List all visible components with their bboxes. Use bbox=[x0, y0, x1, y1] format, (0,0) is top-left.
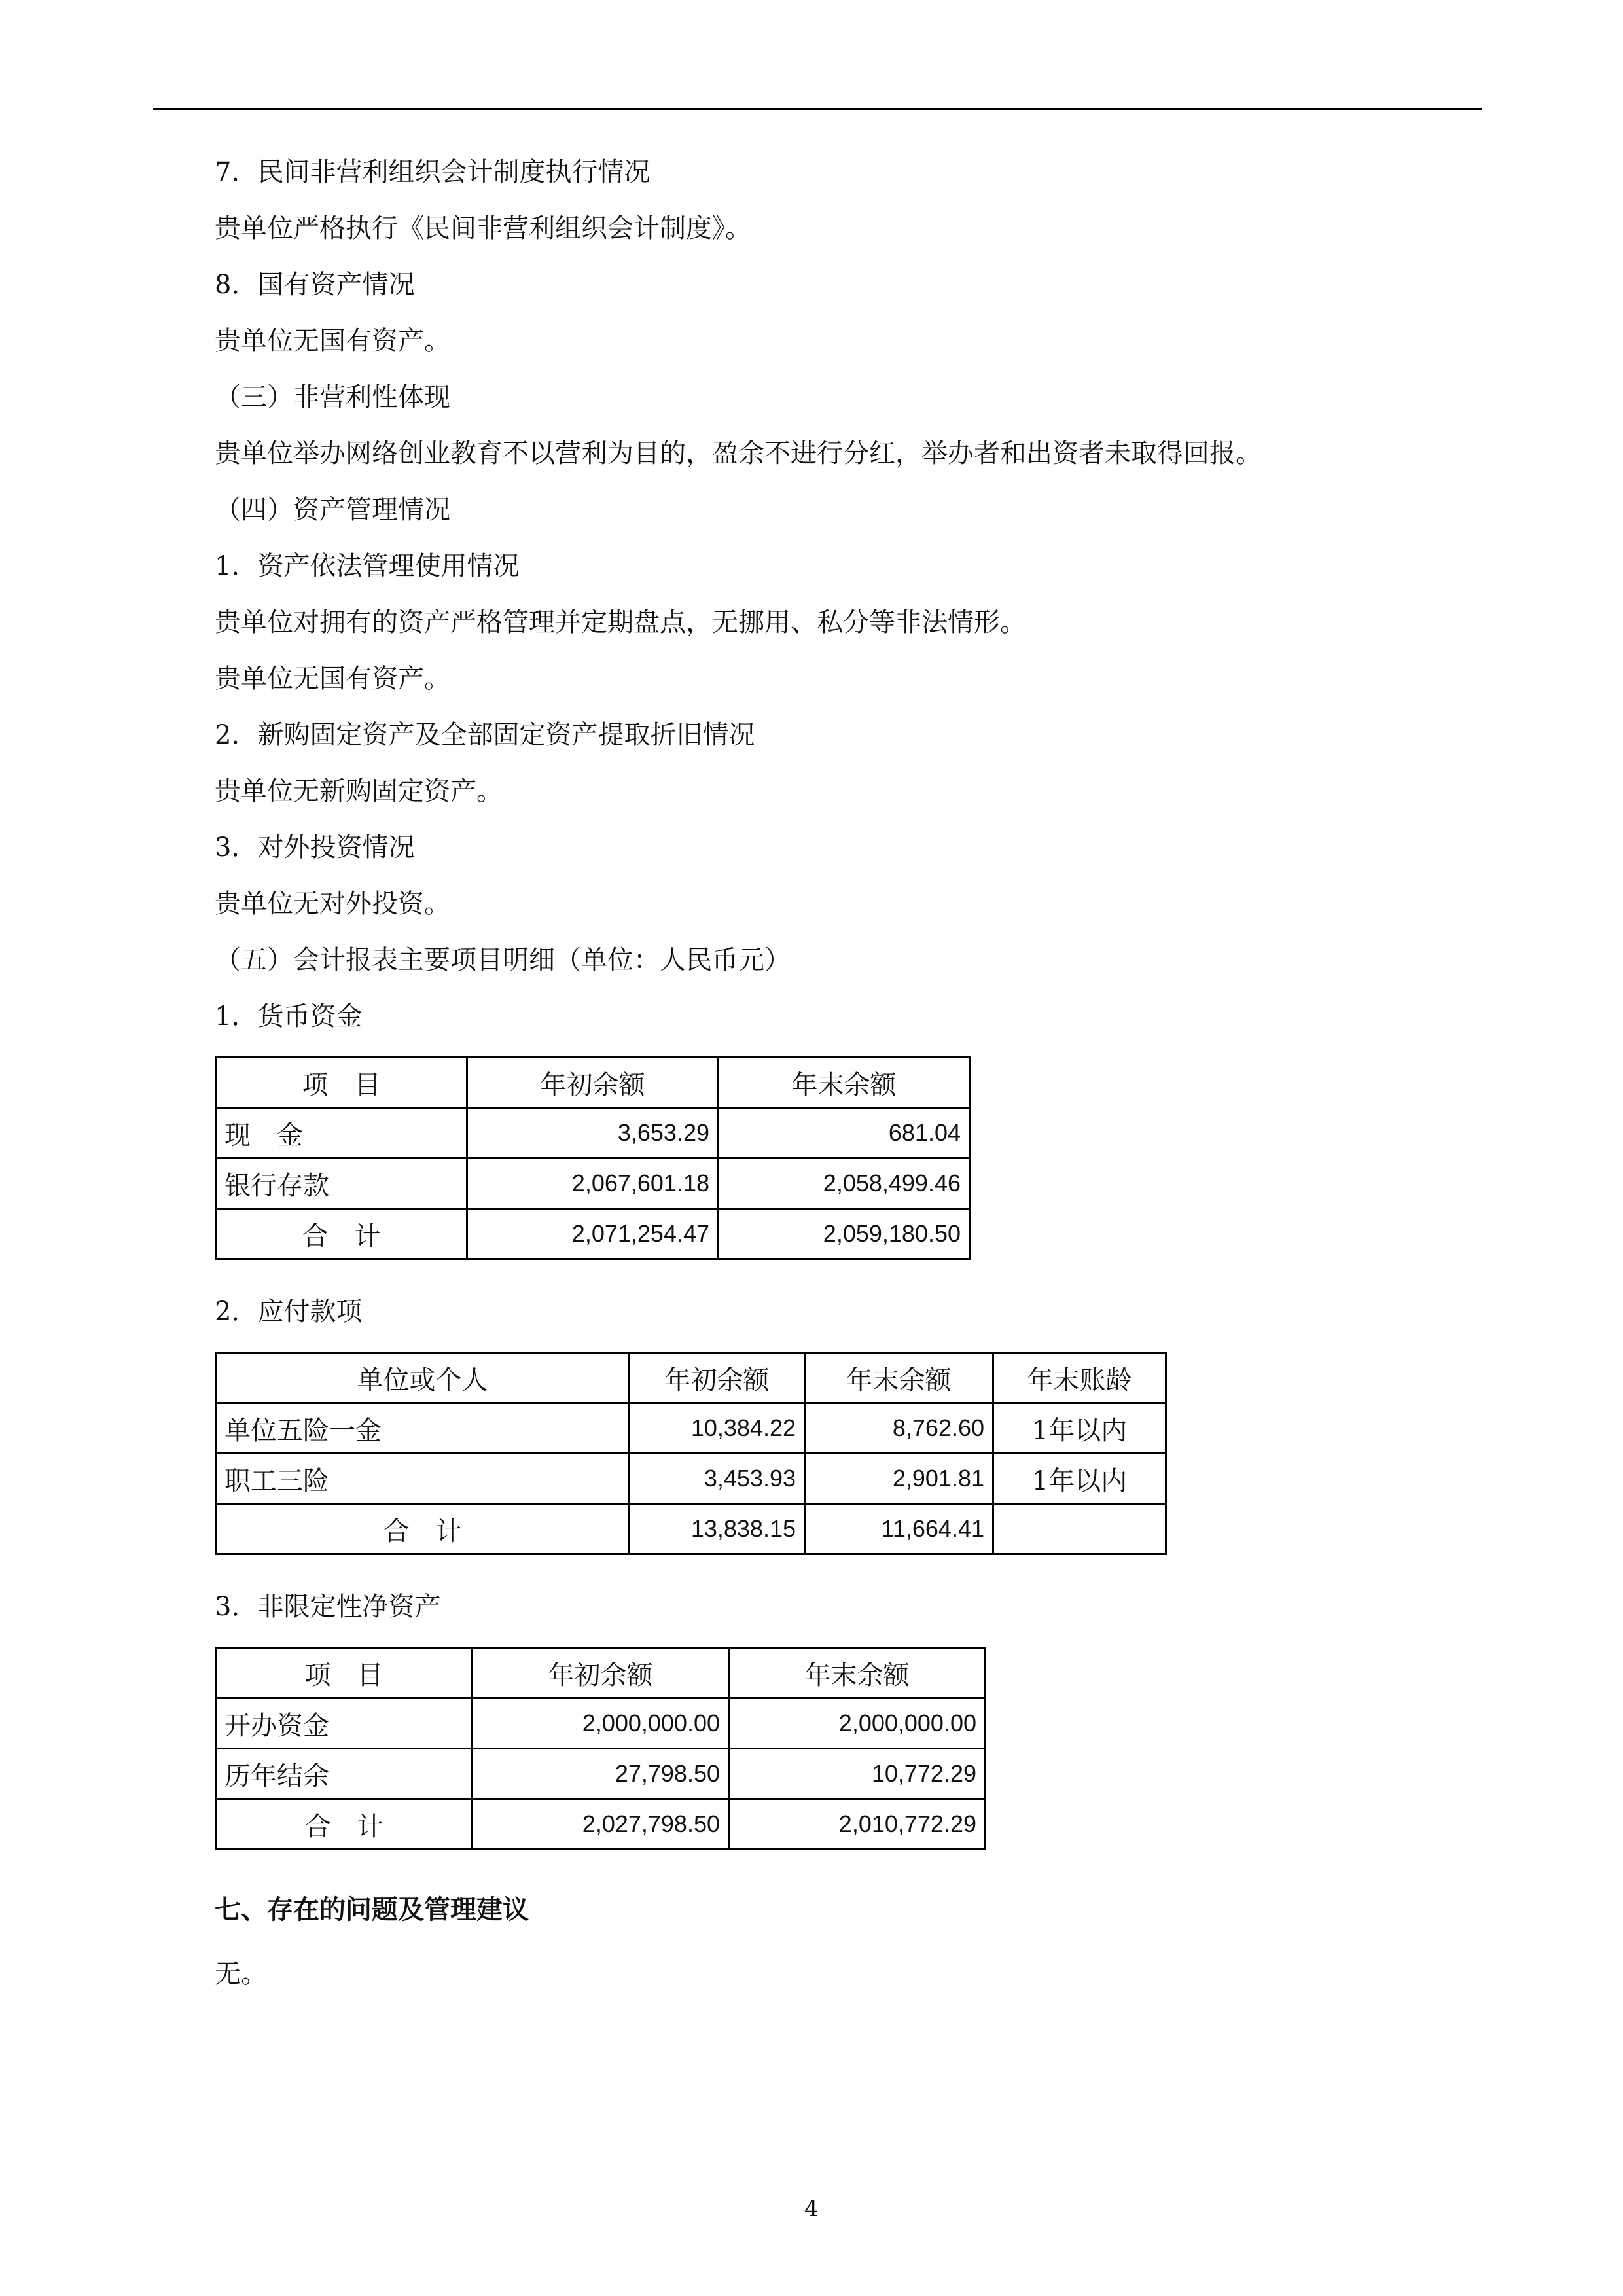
column-header: 年末余额 bbox=[719, 1058, 970, 1108]
table-total-row bbox=[216, 1799, 986, 1850]
paragraph: 贵单位无新购固定资产。 bbox=[215, 776, 503, 806]
closing-balance: 2,000,000.00 bbox=[729, 1698, 986, 1749]
column-header: 年初余额 bbox=[473, 1648, 729, 1698]
opening-balance: 3,453.93 bbox=[630, 1454, 805, 1504]
closing-balance: 2,901.81 bbox=[805, 1454, 993, 1504]
closing-balance: 2,010,772.29 bbox=[729, 1799, 986, 1850]
row-label: 职工三险 bbox=[216, 1454, 630, 1504]
table-header-row bbox=[216, 1648, 986, 1698]
row-label: 历年结余 bbox=[216, 1749, 473, 1799]
table-row bbox=[216, 1749, 986, 1799]
subheading: 7．民间非营利组织会计制度执行情况 bbox=[215, 157, 651, 187]
aging: 1年以内 bbox=[993, 1403, 1166, 1454]
opening-balance: 2,067,601.18 bbox=[467, 1158, 719, 1209]
opening-balance: 3,653.29 bbox=[467, 1108, 719, 1158]
subheading: 8．国有资产情况 bbox=[215, 270, 415, 300]
closing-balance: 8,762.60 bbox=[805, 1403, 993, 1454]
section-body: 无。 bbox=[215, 1959, 267, 1989]
column-header: 年末账龄 bbox=[993, 1353, 1166, 1403]
header-rule bbox=[153, 108, 1482, 110]
payables-table-wrap bbox=[215, 1352, 1458, 1555]
row-label: 现 金 bbox=[216, 1108, 467, 1158]
table-total-row bbox=[216, 1209, 970, 1259]
subheading: 2．应付款项 bbox=[215, 1297, 363, 1327]
column-header: 年初余额 bbox=[630, 1353, 805, 1403]
unrestricted-net-assets-table bbox=[215, 1647, 986, 1850]
section-title: 七、存在的问题及管理建议 bbox=[215, 1894, 529, 1925]
closing-balance: 2,059,180.50 bbox=[719, 1209, 970, 1259]
table-total-row bbox=[216, 1504, 1166, 1554]
subheading: 3．对外投资情况 bbox=[215, 833, 415, 863]
table-header-row bbox=[216, 1353, 1166, 1403]
paragraph: 贵单位无对外投资。 bbox=[215, 889, 450, 919]
row-label: 单位五险一金 bbox=[216, 1403, 630, 1454]
table-row bbox=[216, 1158, 970, 1209]
section-heading: （五）会计报表主要项目明细（单位：人民币元） bbox=[215, 945, 791, 975]
opening-balance: 27,798.50 bbox=[473, 1749, 729, 1799]
row-label: 银行存款 bbox=[216, 1158, 467, 1209]
table-row bbox=[216, 1403, 1166, 1454]
cash-table-wrap bbox=[215, 1056, 1458, 1260]
section-heading: （四）资产管理情况 bbox=[215, 495, 450, 525]
subheading: 1．资产依法管理使用情况 bbox=[215, 551, 520, 581]
table-row bbox=[216, 1108, 970, 1158]
row-label: 开办资金 bbox=[216, 1698, 473, 1749]
closing-balance: 2,058,499.46 bbox=[719, 1158, 970, 1209]
total-label: 合 计 bbox=[216, 1209, 467, 1259]
opening-balance: 2,027,798.50 bbox=[473, 1799, 729, 1850]
closing-balance: 681.04 bbox=[719, 1108, 970, 1158]
section-heading: （三）非营利性体现 bbox=[215, 382, 450, 412]
closing-balance: 11,664.41 bbox=[805, 1504, 993, 1554]
paragraph: 贵单位无国有资产。 bbox=[215, 326, 450, 356]
column-header: 项 目 bbox=[216, 1058, 467, 1108]
column-header: 单位或个人 bbox=[216, 1353, 630, 1403]
paragraph: 贵单位对拥有的资产严格管理并定期盘点，无挪用、私分等非法情形。 bbox=[215, 607, 1026, 637]
cash-table bbox=[215, 1056, 971, 1260]
opening-balance: 13,838.15 bbox=[630, 1504, 805, 1554]
subheading: 2．新购固定资产及全部固定资产提取折旧情况 bbox=[215, 720, 755, 750]
column-header: 年末余额 bbox=[805, 1353, 993, 1403]
paragraph: 贵单位举办网络创业教育不以营利为目的，盈余不进行分红，举办者和出资者未取得回报。 bbox=[215, 439, 1262, 469]
table-row bbox=[216, 1698, 986, 1749]
opening-balance: 2,000,000.00 bbox=[473, 1698, 729, 1749]
document-body bbox=[215, 144, 1458, 2002]
column-header: 年末余额 bbox=[729, 1648, 986, 1698]
opening-balance: 2,071,254.47 bbox=[467, 1209, 719, 1259]
total-label: 合 计 bbox=[216, 1799, 473, 1850]
page-number: 4 bbox=[804, 2196, 819, 2222]
unrestricted-net-assets-table-wrap bbox=[215, 1647, 1458, 1850]
opening-balance: 10,384.22 bbox=[630, 1403, 805, 1454]
paragraph: 贵单位无国有资产。 bbox=[215, 664, 450, 694]
aging bbox=[993, 1504, 1166, 1554]
total-label: 合 计 bbox=[216, 1504, 630, 1554]
aging: 1年以内 bbox=[993, 1454, 1166, 1504]
paragraph: 贵单位严格执行《民间非营利组织会计制度》。 bbox=[215, 213, 751, 243]
payables-table bbox=[215, 1352, 1167, 1555]
subheading: 1．货币资金 bbox=[215, 1001, 363, 1031]
subheading: 3．非限定性净资产 bbox=[215, 1592, 441, 1622]
table-header-row bbox=[216, 1058, 970, 1108]
column-header: 年初余额 bbox=[467, 1058, 719, 1108]
table-row bbox=[216, 1454, 1166, 1504]
column-header: 项 目 bbox=[216, 1648, 473, 1698]
closing-balance: 10,772.29 bbox=[729, 1749, 986, 1799]
